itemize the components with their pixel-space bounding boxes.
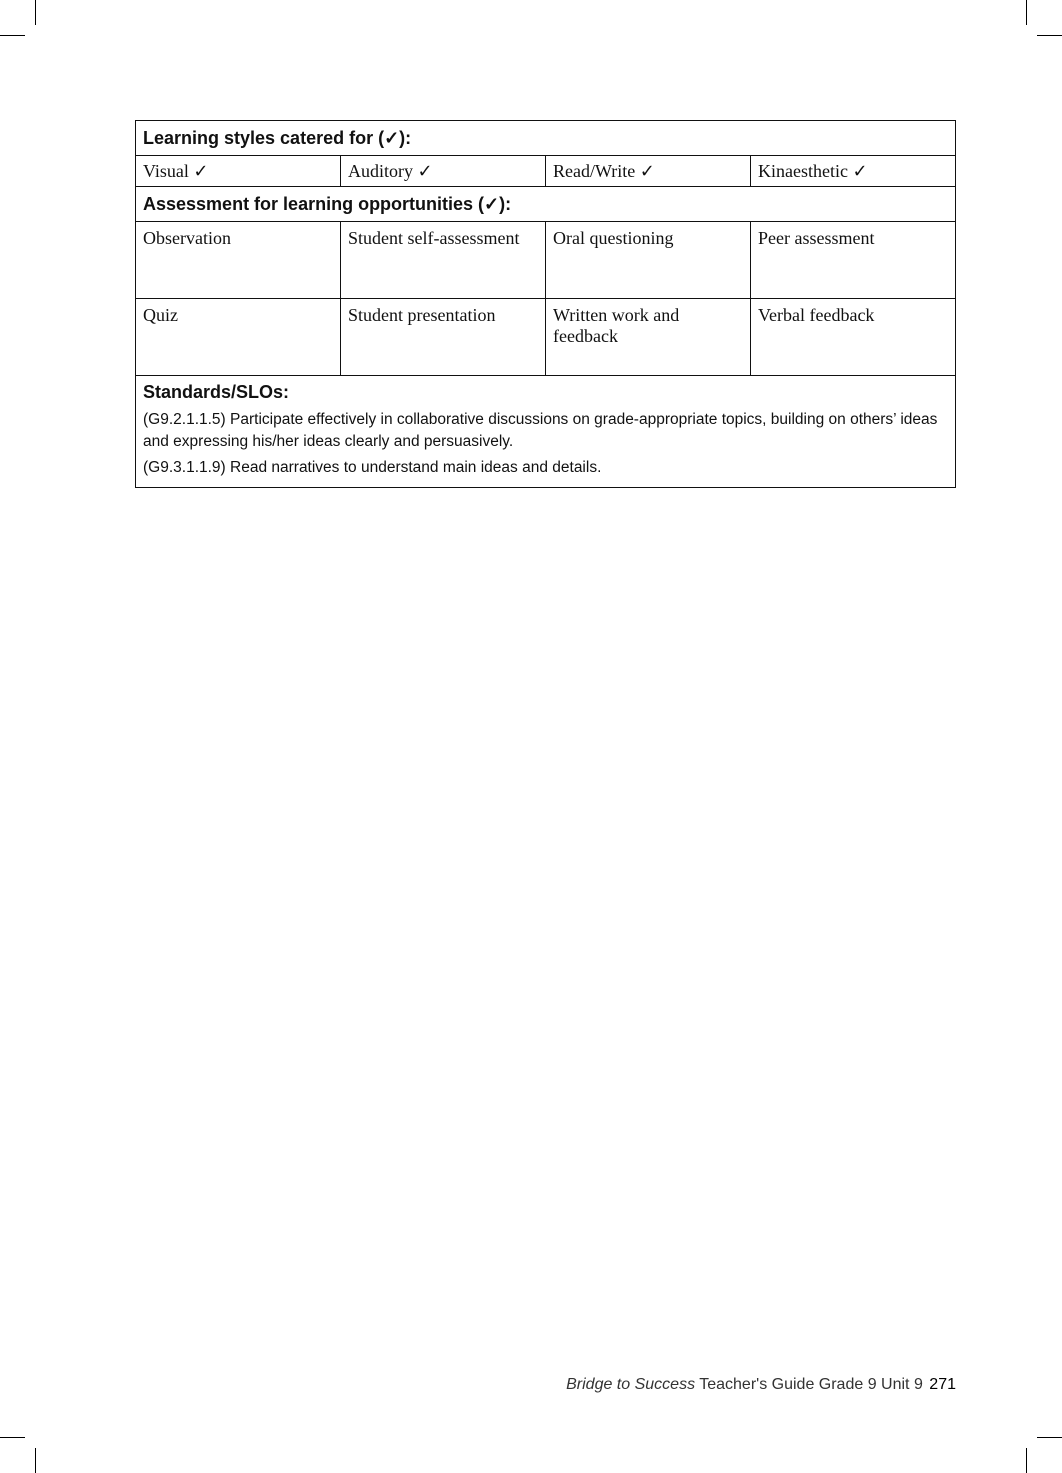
assessment-item: Oral questioning — [546, 222, 751, 299]
book-title: Bridge to Success — [566, 1376, 696, 1393]
standard-item: (G9.2.1.1.5) Participate effectively in collaborative discussions on grade-appropriate topics, building on others’ ideas and expressing his/her ideas clearly and persuasively. — [143, 411, 938, 450]
check-icon: ✓ — [417, 160, 433, 182]
learning-style-read-write — [546, 156, 751, 187]
check-icon: ✓ — [639, 160, 655, 182]
lesson-info-table — [135, 120, 956, 488]
check-icon: ✓ — [193, 160, 209, 182]
learning-style-label: Visual — [143, 160, 189, 181]
learning-style-kinaesthetic — [751, 156, 956, 187]
assessment-item: Student self-assessment — [341, 222, 546, 299]
crop-mark — [1026, 1448, 1027, 1473]
crop-mark — [1026, 0, 1027, 25]
assessment-row — [136, 222, 956, 299]
learning-style-visual — [136, 156, 341, 187]
assessment-item: Verbal feedback — [751, 299, 956, 376]
learning-style-auditory — [341, 156, 546, 187]
footer-text: Teacher's Guide Grade 9 Unit 9 — [695, 1376, 923, 1393]
assessment-item: Written work and feedback — [546, 299, 751, 376]
crop-mark — [35, 0, 36, 25]
crop-mark — [1037, 1437, 1062, 1438]
assessment-item: Student presentation — [341, 299, 546, 376]
learning-style-label: Read/Write — [553, 160, 636, 181]
check-icon: ✓ — [852, 160, 868, 182]
page-number: 271 — [929, 1376, 956, 1393]
crop-mark — [1037, 35, 1062, 36]
assessment-item: Quiz — [136, 299, 341, 376]
standards-section — [136, 376, 956, 488]
assessment-row — [136, 299, 956, 376]
standards-heading: Standards/SLOs: — [143, 382, 290, 402]
assessment-item: Observation — [136, 222, 341, 299]
learning-style-label: Auditory — [348, 160, 413, 181]
crop-mark — [0, 35, 25, 36]
learning-styles-row — [136, 156, 956, 187]
learning-styles-heading: Learning styles catered for (✓): — [136, 121, 956, 156]
crop-mark — [35, 1448, 36, 1473]
standard-item: (G9.3.1.1.9) Read narratives to understand main ideas and details. — [143, 459, 602, 476]
learning-style-label: Kinaesthetic — [758, 160, 848, 181]
assessment-heading: Assessment for learning opportunities (✓): — [136, 187, 956, 222]
page-footer — [566, 1376, 956, 1394]
crop-mark — [0, 1437, 25, 1438]
assessment-item: Peer assessment — [751, 222, 956, 299]
